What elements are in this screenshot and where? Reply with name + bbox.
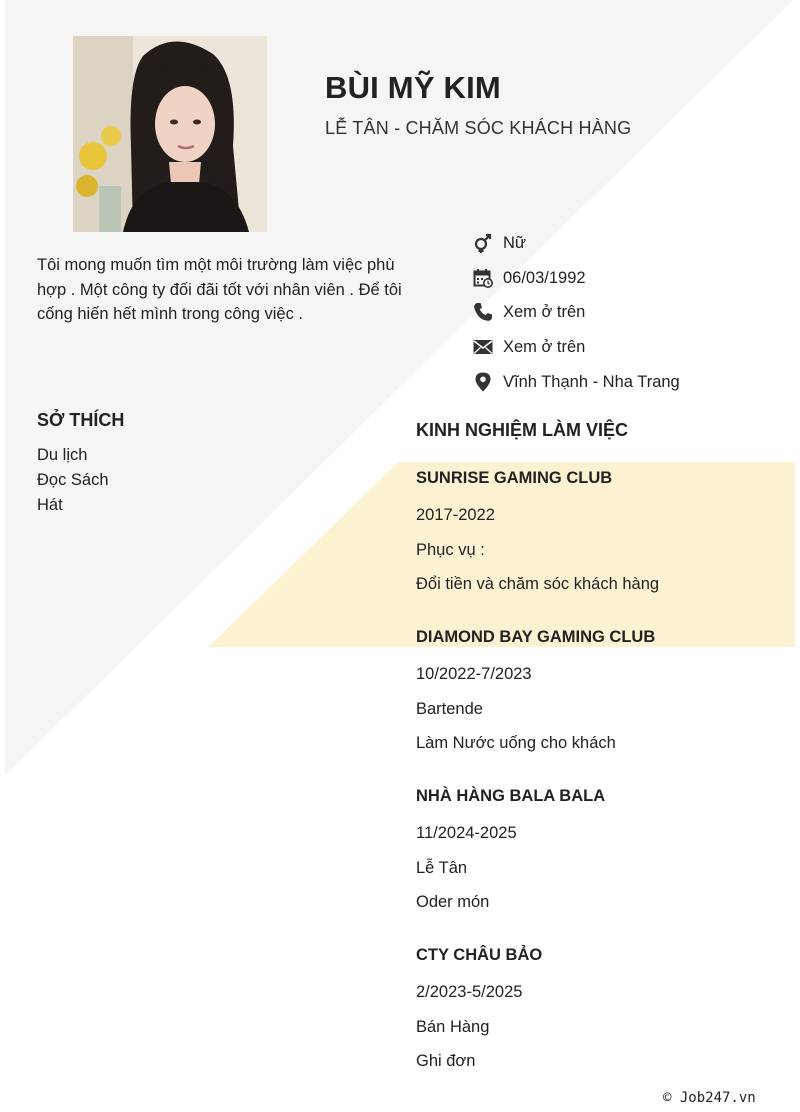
phone-value: Xem ở trên <box>503 302 586 321</box>
job-description: Ghi đơn <box>416 1052 476 1070</box>
company-name: DIAMOND BAY GAMING CLUB <box>416 628 656 646</box>
info-birthday <box>472 266 586 290</box>
gender-icon <box>472 232 494 254</box>
hobby-item: Hát <box>37 496 63 514</box>
location-pin-icon <box>472 371 494 393</box>
work-period: 10/2022-7/2023 <box>416 665 532 683</box>
career-objective: Tôi mong muốn tìm một môi trường làm việc phù hợp . Một công ty đối đãi tốt với nhân viên . Để tôi cống hiến hết mình trong công việc . <box>37 256 402 323</box>
birthday-value: 06/03/1992 <box>503 268 586 287</box>
work-period: 11/2024-2025 <box>416 824 517 842</box>
info-gender <box>472 231 526 255</box>
footer-credit: © Job247.vn <box>663 1090 756 1106</box>
address-value: Vĩnh Thạnh - Nha Trang <box>503 372 680 391</box>
company-name: NHÀ HÀNG BALA BALA <box>416 787 606 805</box>
experience-entry <box>416 462 786 602</box>
job-position: Bartende <box>416 699 483 718</box>
hobbies-title: SỞ THÍCH <box>37 410 125 430</box>
info-phone <box>472 300 585 324</box>
work-period: 2017-2022 <box>416 506 495 524</box>
hobby-item: Đọc Sách <box>37 471 109 489</box>
job-position: Bán Hàng <box>416 1017 490 1036</box>
hobby-item: Du lịch <box>37 446 88 464</box>
experience-entry <box>416 621 786 761</box>
envelope-icon <box>472 336 494 358</box>
experience-entry <box>416 939 786 1079</box>
job-description: Đổi tiền và chăm sóc khách hàng <box>416 575 660 593</box>
portrait-illustration <box>73 36 267 232</box>
work-period: 2/2023-5/2025 <box>416 983 523 1001</box>
job-description: Oder món <box>416 893 490 911</box>
info-email <box>472 335 585 359</box>
job-position: Phục vụ : <box>416 540 485 559</box>
profile-photo <box>73 36 267 232</box>
info-address <box>472 370 680 394</box>
full-name: BÙI MỸ KIM <box>325 70 501 105</box>
gender-value: Nữ <box>503 233 526 252</box>
experience-entry <box>416 780 786 920</box>
job-title: LỄ TÂN - CHĂM SÓC KHÁCH HÀNG <box>325 118 632 138</box>
job-position: Lễ Tân <box>416 858 468 877</box>
hobbies-list <box>37 443 109 518</box>
email-value: Xem ở trên <box>503 337 586 356</box>
experience-title: KINH NGHIỆM LÀM VIỆC <box>416 420 629 440</box>
calendar-icon <box>472 267 494 289</box>
company-name: SUNRISE GAMING CLUB <box>416 469 613 487</box>
company-name: CTY CHÂU BẢO <box>416 946 543 964</box>
phone-icon <box>472 301 494 323</box>
job-description: Làm Nước uống cho khách <box>416 734 616 752</box>
